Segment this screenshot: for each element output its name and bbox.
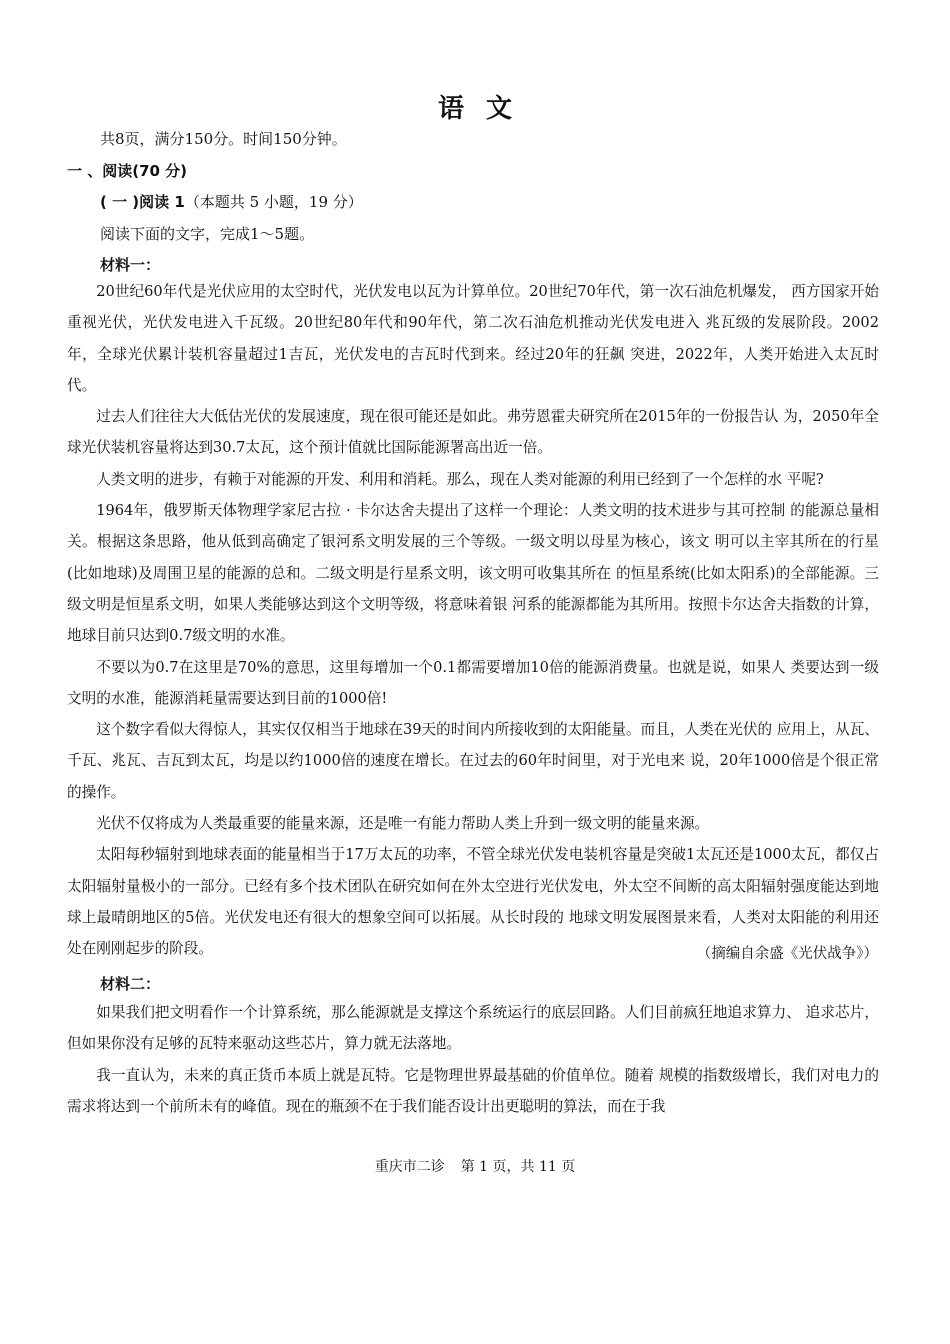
material1-source: （摘编自余盛《光伏战争》）: [696, 946, 878, 962]
footer-exam-name: 重庆市二诊: [374, 1159, 445, 1175]
paragraph: 过去人们往往大大低估光伏的发展速度，现在很可能还是如此。弗劳恩霍夫研究所在2015年的一份报告认 为，2050年全球光伏装机容量将达到30.7太瓦，这个预计值就比国际能源署高出近一倍。: [67, 408, 879, 457]
paragraph: 20世纪60年代是光伏应用的太空时代，光伏发电以瓦为计算单位。20世纪70年代，第一次石油危机爆发， 西方国家开始重视光伏，光伏发电进入千瓦级。20世纪80年代和90年代，第二次石油危机推动光伏发电进入 兆瓦级的发展阶段。2002年，全球光伏累计装机容量超过1吉瓦，光伏发电的吉瓦时代到来。经过20年的狂飙 突进，2022年，人类开始进入太瓦时代。: [67, 283, 879, 394]
subsection-note: （本题共 5 小题，19 分）: [184, 193, 363, 211]
paragraph: 如果我们把文明看作一个计算系统，那么能源就是支撑这个系统运行的底层回路。人们目前疯狂地追求算力、 追求芯片，但如果你没有足够的瓦特来驱动这些芯片，算力就无法落地。: [67, 1004, 879, 1053]
paragraph: 我一直认为，未来的真正货币本质上就是瓦特。它是物理世界最基础的价值单位。随着 规模的指数级增长，我们对电力的需求将达到一个前所未有的峰值。现在的瓶颈不在于我们能否设计出更聪明的算法，而在于我: [67, 1066, 879, 1115]
material2-text: [67, 997, 879, 1122]
material2-label: 材料二：: [100, 975, 161, 993]
footer-page-info: 第 1 页，共 11 页: [460, 1159, 576, 1175]
reading-instruction: 阅读下面的文字，完成1～5题。: [100, 225, 315, 243]
page-footer: [0, 1156, 950, 1176]
paragraph: 太阳每秒辐射到地球表面的能量相当于17万太瓦的功率，不管全球光伏发电装机容量是突破1太瓦还是1000太瓦，都仅占太阳辐射量极小的一部分。已经有多个技术团队在研究如何在外太空进行光伏发电，外太空不间断的高太阳辐射强度能达到地球上最晴朗地区的5倍。光伏发电还有很大的想象空间可以拓展。从长时段的 地球文明发展图景来看，人类对太阳能的利用还处在刚刚起步的阶段。: [67, 846, 879, 958]
paragraph: 人类文明的进步，有赖于对能源的开发、利用和消耗。那么，现在人类对能源的利用已经到了一个怎样的水 平呢?: [96, 470, 824, 488]
exam-meta: 共8页，满分150分。时间150分钟。: [100, 130, 347, 148]
subsection-title: ( 一 )阅读 1: [100, 193, 185, 211]
subsection-heading: [100, 191, 363, 212]
paragraph: 1964年，俄罗斯天体物理学家尼古拉 · 卡尔达舍夫提出了这样一个理论：人类文明的技术进步与其可控制 的能源总量相关。根据这条思路，他从低到高确定了银河系文明发展的三个等级。一级文明以母星为核心，该文 明可以主宰其所在的行星(比如地球)及周围卫星的能源的总和。二级文明是行星系文明，该文明可收集其所在 的恒星系统(比如太阳系)的全部能源。三级文明是恒星系文明，如果人类能够达到这个文明等级，将意味着银 河系的能源都能为其所用。按照卡尔达舍夫指数的计算，地球目前只达到0.7级文明的水准。: [67, 502, 879, 645]
paragraph: 不要以为0.7在这里是70%的意思，这里每增加一个0.1都需要增加10倍的能源消费量。也就是说，如果人 类要达到一级文明的水准，能源消耗量需要达到目前的1000倍!: [67, 658, 879, 707]
material1-text: [67, 276, 879, 965]
paragraph: 光伏不仅将成为人类最重要的能量来源，还是唯一有能力帮助人类上升到一级文明的能量来源。: [96, 815, 710, 833]
section-heading: 一 、阅读(70 分): [67, 162, 188, 180]
page-title: 语文: [437, 94, 534, 124]
paragraph: 这个数字看似大得惊人，其实仅仅相当于地球在39天的时间内所接收到的太阳能量。而且，人类在光伏的 应用上，从瓦、千瓦、兆瓦、吉瓦到太瓦，均是以约1000倍的速度在增长。在过去的60年时间里，对于光电来 说，20年1000倍是个很正常的操作。: [67, 721, 879, 801]
material1-label: 材料一：: [100, 256, 161, 274]
